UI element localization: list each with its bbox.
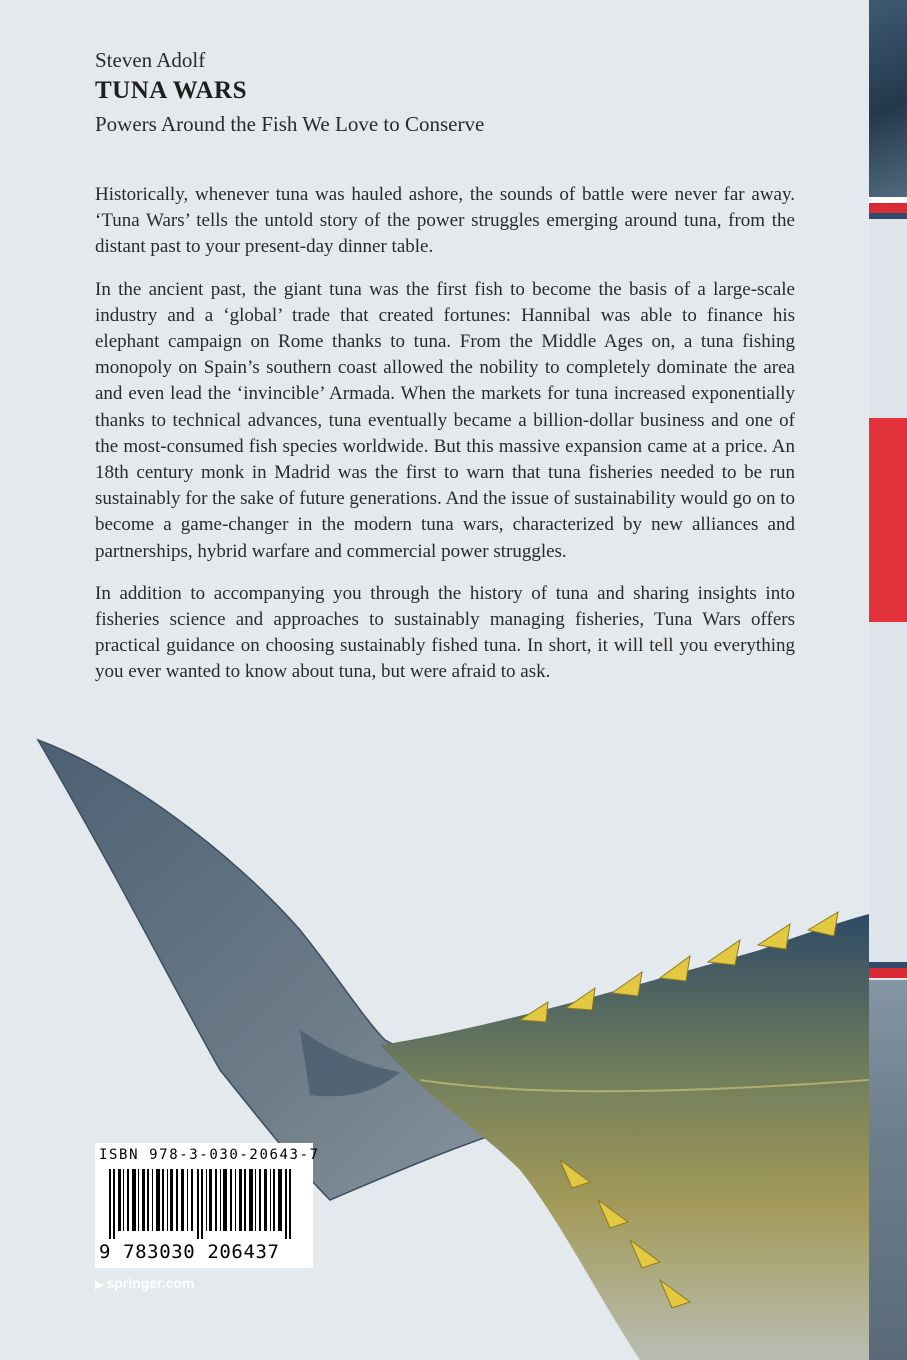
book-subtitle: Powers Around the Fish We Love to Conserve xyxy=(95,112,485,136)
tail-fin xyxy=(38,740,540,1200)
triangle-right-icon: ▶ xyxy=(95,1279,104,1291)
book-header xyxy=(95,46,815,138)
ean-digits: 9 783030 206437 xyxy=(99,1241,280,1263)
spine-stripe-navy xyxy=(869,213,907,219)
back-cover-blurb xyxy=(95,182,795,702)
author-name: Steven Adolf xyxy=(95,48,206,72)
spine-top-image xyxy=(869,0,907,197)
spine-red-block xyxy=(869,418,907,622)
spine-bottom-image xyxy=(869,980,907,1360)
blurb-paragraph: Historically, whenever tuna was hauled ashore, the sounds of battle were never far away. ‘Tuna Wars’ tells the untold story of the power struggles emerging around tuna, from the distant past to your present-day dinner table. xyxy=(95,184,795,258)
publisher-url: springer.com xyxy=(106,1275,195,1291)
barcode-bars xyxy=(109,1169,305,1239)
blurb-paragraph: In the ancient past, the giant tuna was the first fish to become the basis of a large-scale industry and a ‘global’ trade that created fortunes: Hannibal was able to finance his elephant campaign on Rome thanks to tuna. From the Middle Ages on, a tuna fishing monopoly on Spain’s southern coast allowed the nobility to completely dominate the area and even lead the ‘invincible’ Armada. When the markets for tuna increased exponentially thanks to technical advances, tuna eventually became a billion-dollar business and one of the most-consumed fish species worldwide. But this massive expansion came at a price. An 18th century monk in Madrid was the first to warn that tuna fisheries needed to be run sustainably for the sake of future generations. And the issue of sustainability would go on to become a game-changer in the modern tuna wars, characterized by new alliances and partnerships, hybrid warfare and commercial power struggles. xyxy=(95,278,795,562)
spine-stripe-red xyxy=(869,203,907,213)
book-title: TUNA WARS xyxy=(95,77,247,104)
spine-edge xyxy=(869,0,907,1360)
isbn-number: ISBN 978-3-030-20643-7 xyxy=(99,1147,320,1163)
publisher-link[interactable] xyxy=(95,1275,194,1291)
isbn-barcode xyxy=(95,1143,320,1268)
blurb-paragraph: In addition to accompanying you through the history of tuna and sharing insights into fisheries science and approaches to sustainably managing fisheries, Tuna Wars offers practical guidance on choosing sustainably fished tuna. In short, it will tell you everything you ever wanted to know about tuna, but were afraid to ask. xyxy=(95,582,795,683)
spine-stripe-red-2 xyxy=(869,968,907,978)
